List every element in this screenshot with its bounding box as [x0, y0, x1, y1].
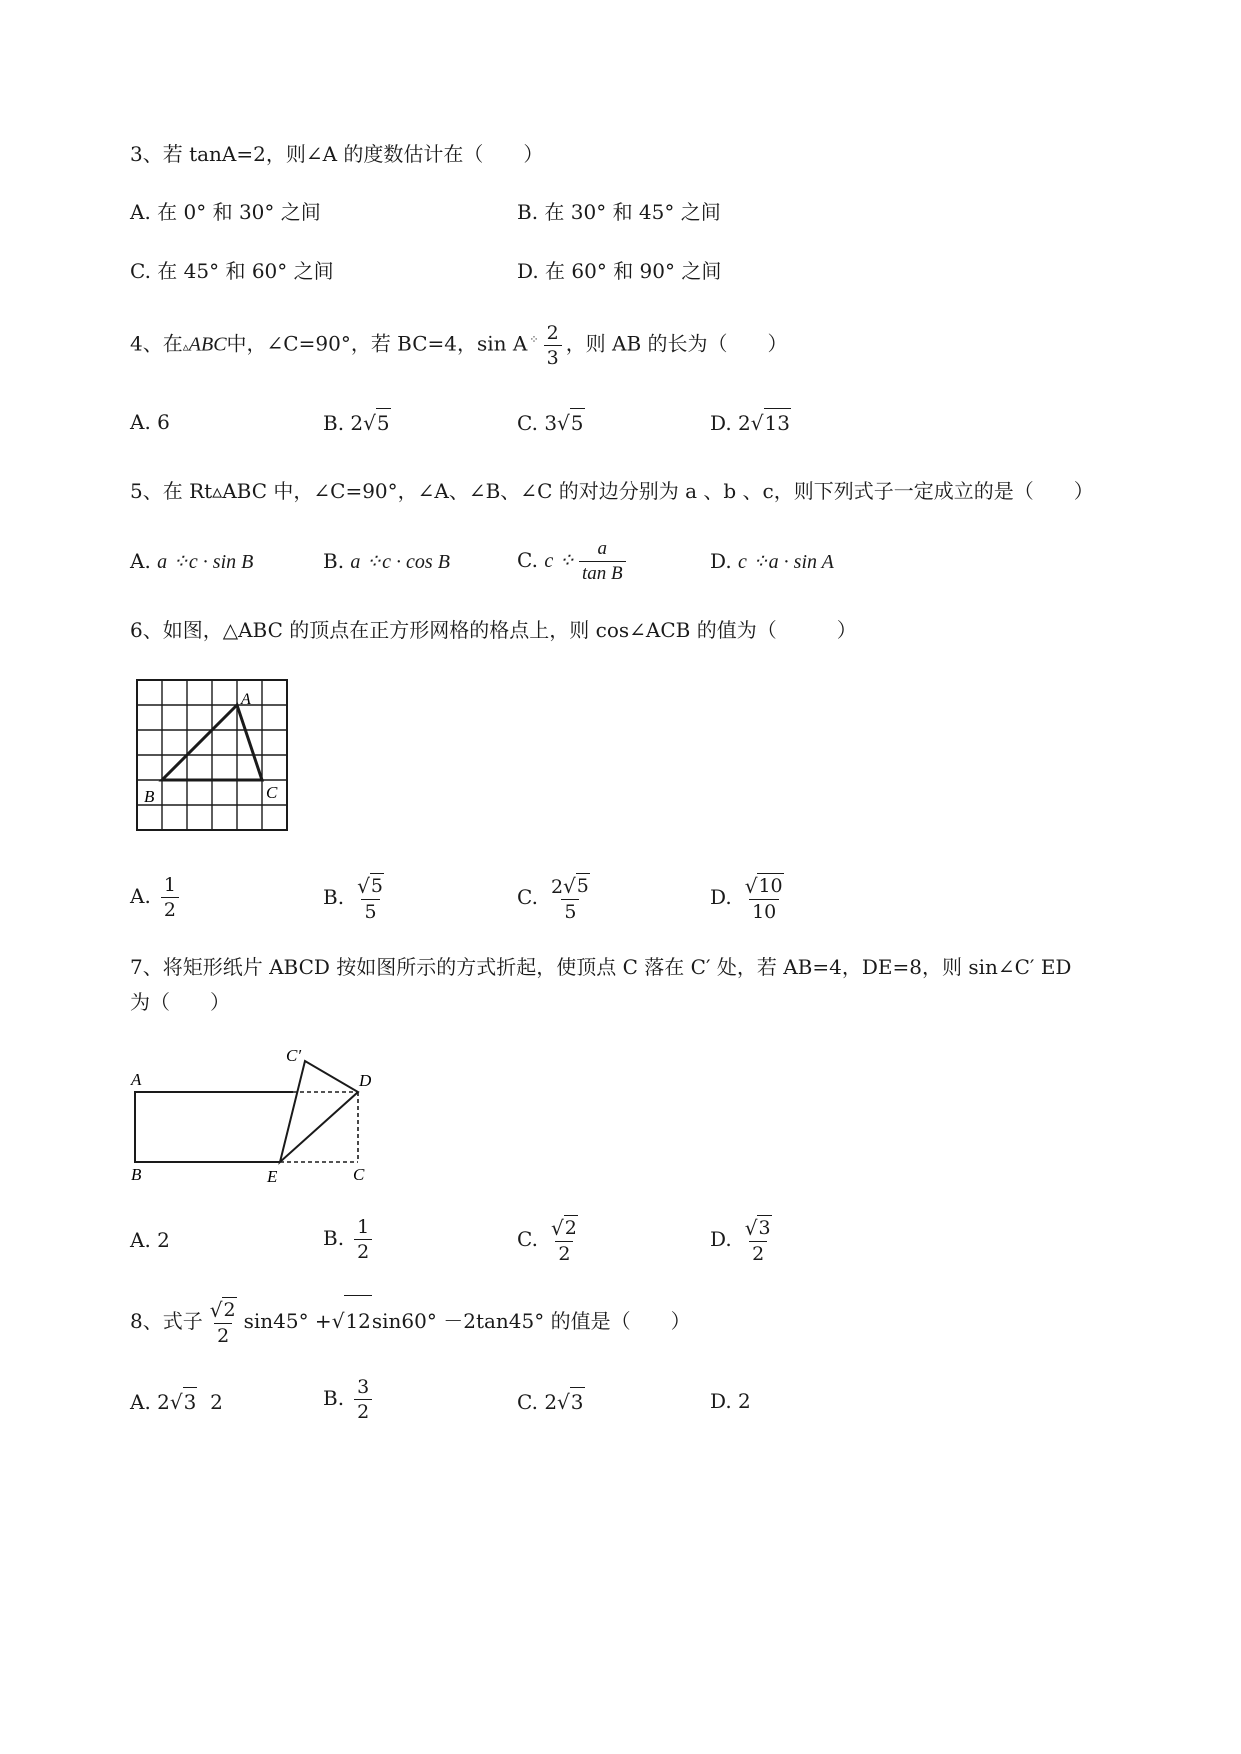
q5-option-c: C. c ⁘ $\frac{a}{\text{tan B}}$: [517, 535, 630, 586]
label-c-prime: C′: [286, 1046, 302, 1065]
label-a: A: [241, 691, 251, 708]
q4-pre: 4、在: [130, 331, 183, 356]
q4-garbled-glyph: ⁘: [529, 333, 538, 346]
q8-option-c: C. 2 √ 3: [517, 1387, 585, 1416]
label-b: B: [131, 1165, 142, 1184]
q4-fraction: $\frac{2}{3}$: [544, 321, 562, 370]
q8-option-d: D. 2: [710, 1389, 751, 1413]
q7-option-b: B. $\frac{1}{2}$: [323, 1215, 376, 1264]
label-e: E: [267, 1167, 278, 1186]
label-c: C: [353, 1165, 365, 1184]
sqrt-icon: √ 3: [744, 1216, 771, 1240]
q6-stem: 6、如图，△ABC 的顶点在正方形网格的格点上，则 cos∠ACB 的值为（ ）: [130, 618, 857, 642]
sqrt-icon: √ 12: [332, 1295, 372, 1346]
sqrt-icon: √ 5: [557, 408, 584, 437]
triangle-icon: ▵: [182, 339, 189, 354]
q7-stem-line1: 7、将矩形纸片 ABCD 按如图所示的方式折起，使顶点 C 落在 C′ 处，若 AB=4，DE=8，则 sin∠C′ ED: [130, 955, 1072, 979]
q4-post: ，则 AB 的长为（ ）: [565, 331, 788, 356]
q4-option-c: C. 3 √ 5: [517, 408, 585, 437]
rectangle-edges: [135, 1092, 293, 1162]
sqrt-icon: √ 3: [557, 1387, 584, 1416]
label-b: B: [144, 787, 155, 806]
q8-option-b: B. $\frac{3}{2}$: [323, 1375, 376, 1424]
sqrt-icon: √ 10: [744, 874, 783, 898]
label-a: A: [131, 1070, 142, 1089]
sqrt-icon: √ 2: [209, 1298, 236, 1322]
q7-option-a: A. 2: [130, 1228, 170, 1252]
q7-option-c: C. √ 2 2: [517, 1216, 577, 1265]
sqrt-icon: √ 2: [550, 1216, 577, 1240]
label-c: C: [266, 783, 278, 802]
q3-option-a: A. 在 0° 和 30° 之间: [130, 200, 321, 224]
grid-lines: [137, 680, 287, 830]
q6-option-b: B. √ 5 5: [323, 874, 383, 923]
q5-stem: 5、在 Rt▵ABC 中，∠C=90°，∠A、∠B、∠C 的对边分别为 a 、b 、c，则下列式子一定成立的是（ ）: [130, 479, 1094, 503]
q5-option-d: D. c ⁘a · sin A: [710, 549, 834, 573]
q8-fraction: √ 2 2: [209, 1298, 236, 1347]
q4-mid: 中，∠C=90°，若 BC=4，sin A: [226, 331, 528, 356]
q5-option-a: A. a ⁘c · sin B: [130, 549, 254, 573]
q7-fold-figure: [125, 1040, 395, 1190]
folded-triangle: [280, 1061, 358, 1162]
label-d: D: [359, 1071, 372, 1090]
q8-stem: 8、式子 √ 2 2 sin45° + √ 12 sin60° －2tan45° 的值是（ ）: [130, 1295, 691, 1348]
q6-grid-figure: [130, 672, 300, 842]
q6-option-d: D. √ 10 10: [710, 874, 783, 923]
q7-stem-line2: 为（ ）: [130, 990, 230, 1014]
q6-option-a: A. $\frac{1}{2}$: [130, 873, 183, 922]
q3-stem: 3、若 tanA=2，则∠A 的度数估计在（ ）: [130, 142, 544, 166]
sqrt-icon: √ 13: [751, 408, 791, 437]
q4-option-d: D. 2 √ 13: [710, 408, 791, 437]
q8-option-a: A. 2 √ 3 2: [130, 1387, 223, 1416]
sqrt-icon: √ 3: [170, 1387, 197, 1416]
q4-option-a: A. 6: [130, 410, 170, 434]
q3-option-d: D. 在 60° 和 90° 之间: [517, 259, 722, 283]
sqrt-icon: √ 5: [357, 874, 383, 898]
sqrt-icon: √ 5: [563, 874, 589, 898]
q6-option-c: C. 2 √ 5 5: [517, 874, 589, 923]
q3-option-b: B. 在 30° 和 45° 之间: [517, 200, 721, 224]
sqrt-icon: √ 5: [363, 408, 390, 437]
q4-abc: ABC: [188, 333, 227, 356]
q5-c-fraction: $\frac{a}{\text{tan B}}$: [579, 537, 626, 586]
q3-option-c: C. 在 45° 和 60° 之间: [130, 259, 334, 283]
q4-option-b: B. 2 √ 5: [323, 408, 391, 437]
q5-option-b: B. a ⁘c · cos B: [323, 549, 450, 573]
q7-option-d: D. √ 3 2: [710, 1216, 771, 1265]
q4-stem: [130, 315, 788, 372]
